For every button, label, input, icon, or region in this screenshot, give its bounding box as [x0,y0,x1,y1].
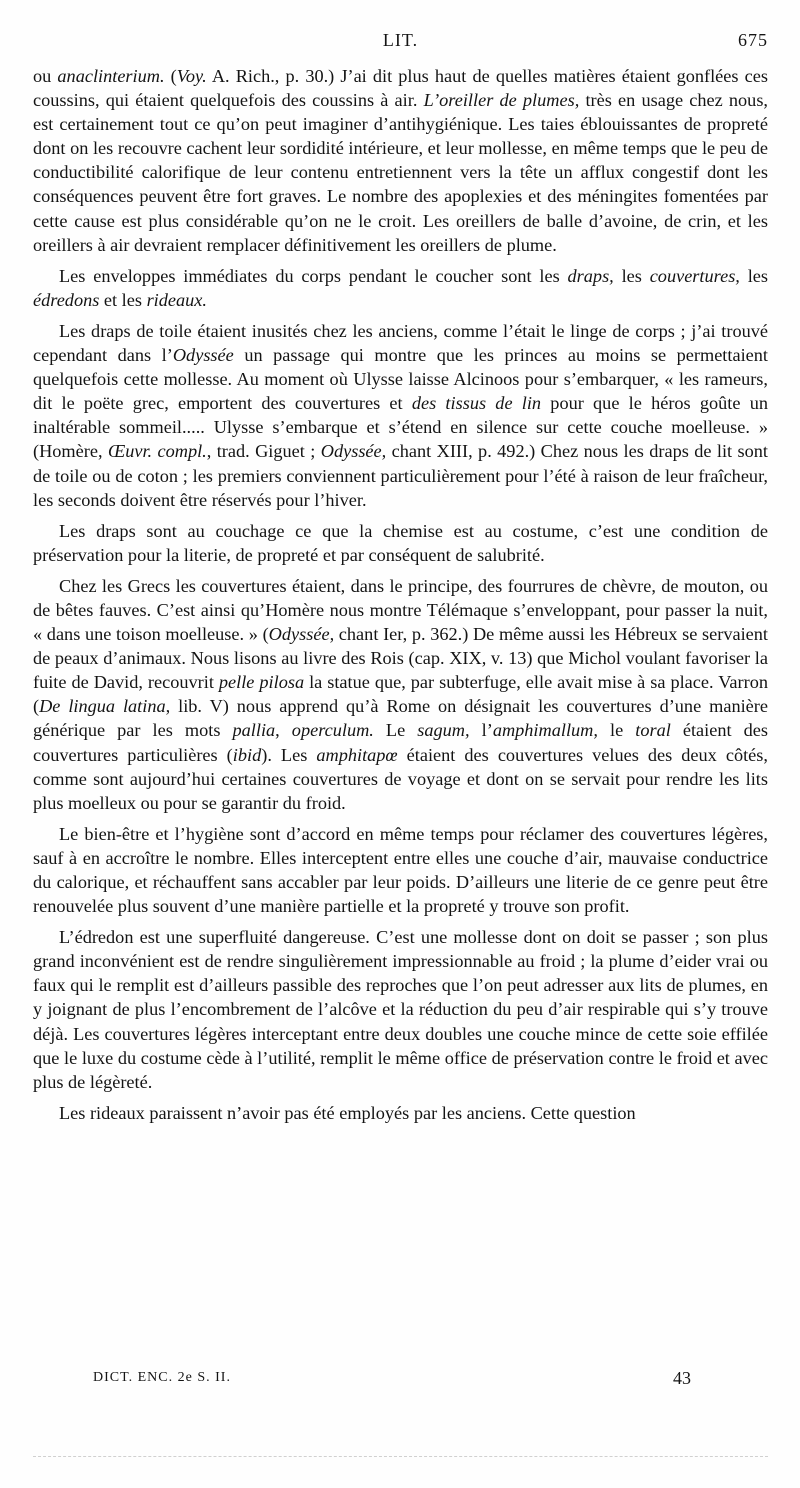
text-run: la statue que, par subterfuge, elle avait mise à sa place. Varron ( [33,672,768,717]
text-run: les [613,265,650,286]
paragraph-sheets [33,319,768,512]
paragraph-curtains [33,1101,768,1125]
paragraph-sheets-hygiene [33,519,768,567]
italic-text: amphimallum, [492,720,598,741]
paragraph-pillows [33,64,768,257]
italic-text: couvertures, [649,265,740,286]
text-run: , [275,720,292,741]
paragraph-eiderdown [33,925,768,1094]
italic-text: Voy. [176,66,207,86]
text-run: Les enveloppes immédiates du corps pendant le coucher sont les [59,265,568,286]
italic-text: édredons [33,289,100,310]
text-run: Chez les Grecs les couvertures étaient, dans le principe, des fourrures de chèvre, de mouton, ou de bêtes fauves. C’est ainsi qu’Homère nous montre Télémaque s’enveloppant, pour passer la nuit, « dans une toison moelleuse. » ( [33,575,768,645]
text-run: très en usage chez nous, est certainement tout ce qu’on peut imaginer d’antihygiénique. Les taies éblouissantes de propreté dont on les recouvre cachent leur sordidité intérieure, et leur mollesse, en même temps que le peu de conductibilité calorifique de leur contenu entretiennent vers la tête un afflux congestif dont les conséquences peuvent être fort graves. Le nombre des apoplexies et des méningites fomentées par cette cause est plus considérable qu’on ne le croit. Les oreillers de balle d’avoine, de crin, et les oreillers à air devraient remplacer définitivement les oreillers de plume. [33,90,769,255]
italic-text: De lingua latina, [39,696,171,717]
text-run: Les draps de toile étaient inusités chez les anciens, comme l’était le linge de corps ; j’ai trouvé cependant dans l’ [33,320,768,366]
text-run: étaient des couvertures velues des deux côtés, comme sont aujourd’hui certaines couvertures de voyage et dont on se servait pour rendre les lits plus moelleux ou pour se garantir du froid. [33,744,768,813]
text-run: les [739,265,769,286]
italic-text: rideaux. [146,289,207,310]
page-footer [33,1370,768,1396]
text-run: pour que le héros goûte un inaltérable sommeil..... Ulysse s’embarque et s’étend en silence sur cette couche moelleuse. » (Homère, [33,393,769,462]
article-text [33,64,768,1125]
italic-text: draps, [567,265,614,286]
italic-text: amphitapœ [316,744,398,765]
italic-text: Odyssée, [268,624,335,645]
italic-text: toral [635,720,671,741]
text-run: lib. V) nous apprend qu’à Rome on désignait les couvertures d’une manière générique par les mots [33,696,768,741]
running-title: LIT. [382,30,419,50]
sheet-number: 43 [673,1368,691,1388]
italic-text: Odyssée, [320,441,387,462]
italic-text: Œuvr. compl. [107,441,207,462]
text-run: Les draps sont au couchage ce que la chemise est au costume, c’est une condition de préservation pour la literie, de propreté et par conséquent de salubrité. [33,520,768,565]
scan-edge-marks [33,1456,768,1459]
text-run: Le [373,720,418,741]
italic-text: pelle pilosa [218,672,305,693]
paragraph-light-blankets [33,822,768,918]
text-run: A. Rich., p. 30.) J’ai dit plus haut de quelles matières étaient gonflées ces coussins, qui étaient quelquefois des coussins à air. [33,66,768,111]
text-run: et les [99,289,147,310]
page-number: 675 [738,30,768,50]
text-run: ( [164,66,177,86]
italic-text: operculum. [291,720,374,741]
italic-text: des tissus de lin [411,393,542,414]
text-run: , trad. Giguet ; [206,441,321,462]
text-run: ). Les [261,744,317,765]
text-run: chant Ier, p. 362.) De même aussi les Hébreux se servaient de peaux d’animaux. Nous lisons au livre des Rois (cap. XIX, v. 13) que Michol voulant favoriser la fuite de David, recouvrit [33,624,768,693]
text-run: le [597,720,636,741]
paragraph-bed-coverings [33,264,768,312]
text-run: ou [33,66,58,86]
running-head [33,30,768,56]
italic-text: sagum, [417,720,470,741]
text-run: L’édredon est une superfluité dangereuse. C’est une mollesse dont on doit se passer ; son plus grand inconvénient est de rendre singulièrement impressionnable au froid ; la plume d’eider vrai ou faux qui le remplit est d’ailleurs passible des reproches que l’on peut adresser aux lits de plumes, en y joignant de plus l’encombrement de l’alcôve et la réduction du peu d’air respirable qui s’y trouve déjà. Les couvertures légères interceptant entre deux doubles une couche mince de cette soie effilée que le luxe du costume cède à l’utilité, remplit le même office de préservation contre le froid et avec plus de légèreté. [33,927,768,1092]
text-run: étaient des couvertures particulières ( [33,720,769,765]
italic-text: L’oreiller de plumes, [423,90,580,111]
italic-text: anaclinterium. [57,66,165,86]
text-run: Le bien-être et l’hygiène sont d’accord en même temps pour réclamer des couvertures légères, sauf à en accroître le nombre. Elles interceptent entre elles une couche d’air, mauvaise conductrice du calorique, et réchauffent sans accabler par leur poids. D’ailleurs une literie de ce genre peut être renouvelée plus souvent d’une manière partielle et la propreté y trouve son profit. [33,823,768,917]
text-run: l’ [469,720,493,741]
text-run: un passage qui montre que les princes au moins se permettaient quelquefois cette mollesse. Au moment où Ulysse laisse Alcinoos pour s’embarquer, « les rameurs, dit le poëte grec, emportent des couvertures et [33,345,768,414]
text-run: Les rideaux paraissent n’avoir pas été employés par les anciens. Cette question [59,1102,636,1123]
italic-text: ibid [232,744,262,765]
italic-text: Odyssée [172,345,234,366]
paragraph-blankets-history [33,574,768,815]
italic-text: pallia [232,720,276,741]
text-run: chant XIII, p. 492.) Chez nous les draps de lit sont de toile ou de coton ; les premiers conviennent particulièrement pour l’été à raison de leur fraîcheur, les seconds doivent être réservés pour l’hiver. [33,441,768,510]
printer-signature: DICT. ENC. 2e S. II. [93,1370,231,1385]
